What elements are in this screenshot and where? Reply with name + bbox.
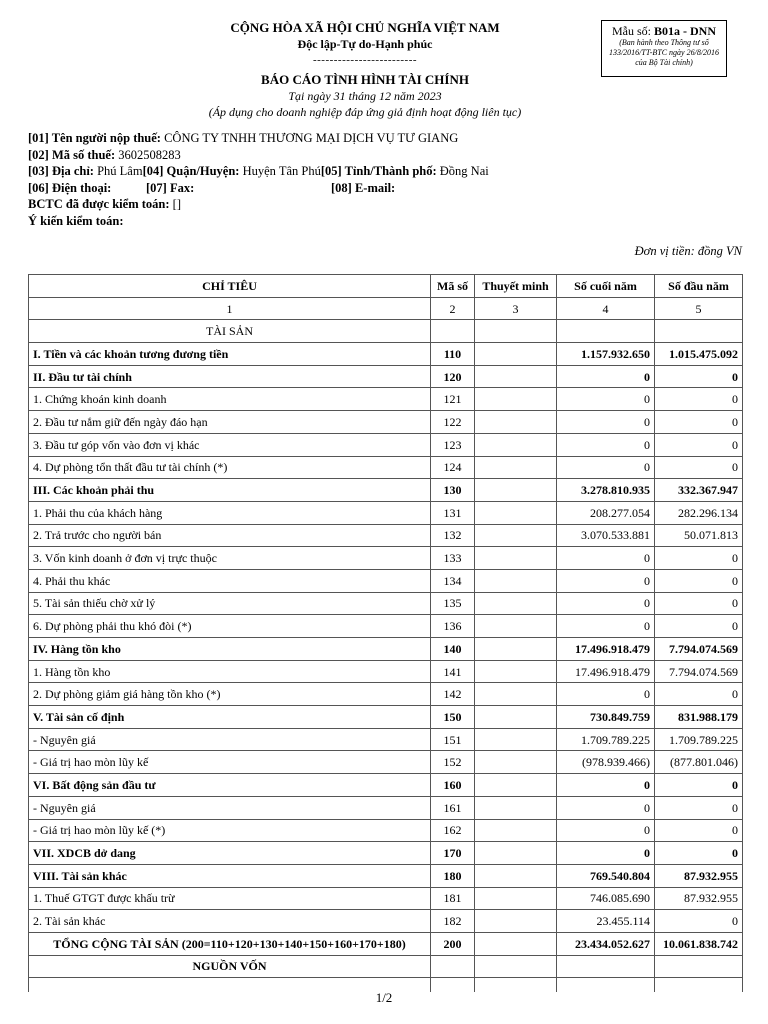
address-row (28, 163, 728, 180)
audited-value: [] (172, 197, 181, 211)
row-code: 182 (431, 910, 475, 933)
column-number: 3 (475, 297, 557, 320)
row-note (475, 864, 557, 887)
table-row (29, 932, 743, 955)
row-end-of-year: (978.939.466) (557, 751, 655, 774)
table-row (29, 774, 743, 797)
table-row (29, 955, 743, 978)
table-row (29, 615, 743, 638)
row-code: 134 (431, 569, 475, 592)
row-label: 6. Dự phòng phải thu khó đòi (*) (29, 615, 431, 638)
row-code: 152 (431, 751, 475, 774)
contact-row (28, 180, 728, 197)
table-row (29, 910, 743, 933)
row-code: 150 (431, 706, 475, 729)
row-code: 110 (431, 343, 475, 366)
table-header-row (29, 275, 743, 298)
row-beginning-of-year: 0 (655, 819, 743, 842)
row-label: TỔNG CỘNG TÀI SẢN (200=110+120+130+140+150+160+170+180) (29, 932, 431, 955)
row-label: 1. Phải thu của khách hàng (29, 501, 431, 524)
row-code: 131 (431, 501, 475, 524)
row-note (475, 547, 557, 570)
taxpayer-info (28, 130, 728, 229)
row-beginning-of-year: 0 (655, 592, 743, 615)
table-row (29, 433, 743, 456)
row-note (475, 411, 557, 434)
row-note (475, 320, 557, 343)
row-label: 3. Vốn kinh doanh ở đơn vị trực thuộc (29, 547, 431, 570)
email-label: [08] E-mail: (331, 180, 396, 195)
row-end-of-year: 0 (557, 842, 655, 865)
row-note (475, 819, 557, 842)
row-note (475, 706, 557, 729)
table-row (29, 660, 743, 683)
row-end-of-year: 0 (557, 569, 655, 592)
row-beginning-of-year: 0 (655, 615, 743, 638)
row-end-of-year: 3.070.533.881 (557, 524, 655, 547)
row-label: 1. Hàng tồn kho (29, 660, 431, 683)
column-number: 4 (557, 297, 655, 320)
row-code: 123 (431, 433, 475, 456)
row-note (475, 751, 557, 774)
table-row (29, 819, 743, 842)
row-code: 170 (431, 842, 475, 865)
row-label: II. Đầu tư tài chính (29, 365, 431, 388)
form-code-note: (Ban hành theo Thông tư số 133/2016/TT-BTC ngày 26/8/2016 của Bộ Tài chính) (608, 38, 720, 67)
row-end-of-year: 746.085.690 (557, 887, 655, 910)
table-row (29, 751, 743, 774)
row-note (475, 388, 557, 411)
row-beginning-of-year: 0 (655, 388, 743, 411)
row-code: 141 (431, 660, 475, 683)
audited-label: BCTC đã được kiểm toán: (28, 197, 170, 211)
row-beginning-of-year: (877.801.046) (655, 751, 743, 774)
province-value: Đồng Nai (439, 164, 489, 178)
row-end-of-year: 208.277.054 (557, 501, 655, 524)
row-end-of-year: 0 (557, 796, 655, 819)
column-number-row (29, 297, 743, 320)
row-label: III. Các khoản phải thu (29, 479, 431, 502)
row-code: 200 (431, 932, 475, 955)
address-label: [03] Địa chỉ: (28, 164, 94, 178)
row-note (475, 569, 557, 592)
report-date: Tại ngày 31 tháng 12 năm 2023 (288, 89, 442, 103)
row-label: - Giá trị hao mòn lũy kế (29, 751, 431, 774)
table-row (29, 524, 743, 547)
tax-code-label: [02] Mã số thuế: (28, 147, 116, 162)
row-end-of-year: 0 (557, 411, 655, 434)
row-note (475, 774, 557, 797)
taxpayer-name-label: [01] Tên người nộp thuế: (28, 131, 161, 145)
row-label: 1. Thuế GTGT được khấu trừ (29, 887, 431, 910)
row-label: NGUỒN VỐN (29, 955, 431, 978)
row-end-of-year: 0 (557, 774, 655, 797)
table-row (29, 547, 743, 570)
fax-label: [07] Fax: (146, 180, 195, 195)
row-end-of-year: 0 (557, 819, 655, 842)
row-label: VIII. Tài sản khác (29, 864, 431, 887)
table-row (29, 365, 743, 388)
table-row (29, 842, 743, 865)
row-beginning-of-year (655, 320, 743, 343)
row-beginning-of-year: 0 (655, 683, 743, 706)
row-beginning-of-year: 7.794.074.569 (655, 660, 743, 683)
table-row (29, 569, 743, 592)
row-code: 140 (431, 638, 475, 661)
table-row (29, 728, 743, 751)
row-code: 160 (431, 774, 475, 797)
row-code: 122 (431, 411, 475, 434)
row-beginning-of-year: 0 (655, 365, 743, 388)
row-label: TÀI SẢN (29, 320, 431, 343)
tax-code: 3602508283 (118, 147, 181, 162)
row-note (475, 615, 557, 638)
row-end-of-year: 0 (557, 433, 655, 456)
column-number: 1 (29, 297, 431, 320)
row-beginning-of-year: 0 (655, 433, 743, 456)
row-end-of-year: 0 (557, 615, 655, 638)
row-beginning-of-year (655, 955, 743, 978)
row-end-of-year: 17.496.918.479 (557, 638, 655, 661)
row-beginning-of-year: 0 (655, 547, 743, 570)
row-beginning-of-year: 0 (655, 774, 743, 797)
row-beginning-of-year: 0 (655, 411, 743, 434)
tax-code-row (28, 147, 728, 164)
row-code: 133 (431, 547, 475, 570)
row-code: 180 (431, 864, 475, 887)
table-row (29, 479, 743, 502)
district-label: [04] Quận/Huyện: (142, 164, 240, 178)
row-beginning-of-year: 87.932.955 (655, 864, 743, 887)
row-end-of-year (557, 955, 655, 978)
form-code-box (601, 20, 727, 77)
row-note (475, 796, 557, 819)
row-note (475, 456, 557, 479)
row-end-of-year: 23.434.052.627 (557, 932, 655, 955)
table-row (29, 411, 743, 434)
table-row (29, 706, 743, 729)
row-code (431, 320, 475, 343)
row-label: 4. Phải thu khác (29, 569, 431, 592)
district-value: Huyện Tân Phú (242, 164, 321, 178)
column-number: 2 (431, 297, 475, 320)
row-beginning-of-year: 332.367.947 (655, 479, 743, 502)
header-code: Mã số (431, 275, 475, 298)
row-beginning-of-year: 7.794.074.569 (655, 638, 743, 661)
row-end-of-year: 769.540.804 (557, 864, 655, 887)
row-code: 162 (431, 819, 475, 842)
row-code: 124 (431, 456, 475, 479)
table-row (29, 638, 743, 661)
row-note (475, 592, 557, 615)
row-beginning-of-year: 50.071.813 (655, 524, 743, 547)
row-beginning-of-year: 0 (655, 842, 743, 865)
row-end-of-year: 23.455.114 (557, 910, 655, 933)
header-beginning-of-year: Số đầu năm (655, 275, 743, 298)
audit-opinion-row (28, 213, 728, 230)
row-note (475, 479, 557, 502)
table-row (29, 501, 743, 524)
row-code: 135 (431, 592, 475, 615)
row-end-of-year: 1.157.932.650 (557, 343, 655, 366)
row-note (475, 638, 557, 661)
table-row (29, 320, 743, 343)
row-end-of-year: 17.496.918.479 (557, 660, 655, 683)
table-row (29, 887, 743, 910)
row-label: I. Tiền và các khoản tương đương tiền (29, 343, 431, 366)
row-end-of-year: 0 (557, 592, 655, 615)
row-note (475, 343, 557, 366)
row-beginning-of-year: 0 (655, 796, 743, 819)
taxpayer-name: CÔNG TY TNHH THƯƠNG MẠI DỊCH VỤ TƯ GIANG (164, 131, 459, 145)
row-end-of-year: 1.709.789.225 (557, 728, 655, 751)
row-end-of-year: 0 (557, 365, 655, 388)
row-code: 142 (431, 683, 475, 706)
row-beginning-of-year: 10.061.838.742 (655, 932, 743, 955)
row-note (475, 932, 557, 955)
row-note (475, 501, 557, 524)
row-code: 120 (431, 365, 475, 388)
table-row (29, 683, 743, 706)
row-note (475, 955, 557, 978)
row-label: 5. Tài sản thiếu chờ xử lý (29, 592, 431, 615)
row-note (475, 842, 557, 865)
row-note (475, 887, 557, 910)
row-label: VII. XDCB dở dang (29, 842, 431, 865)
row-end-of-year: 3.278.810.935 (557, 479, 655, 502)
form-code-prefix: Mẫu số: (612, 24, 654, 38)
page-number: 1/2 (375, 990, 393, 1005)
national-title: CỘNG HÒA XÃ HỘI CHỦ NGHĨA VIỆT NAM (230, 20, 500, 35)
table-row (29, 343, 743, 366)
row-end-of-year: 0 (557, 388, 655, 411)
header-divider: ------------------------- (312, 54, 418, 66)
row-note (475, 365, 557, 388)
row-note (475, 524, 557, 547)
row-label: 4. Dự phòng tổn thất đầu tư tài chính (*) (29, 456, 431, 479)
row-end-of-year: 0 (557, 683, 655, 706)
table-row (29, 592, 743, 615)
row-code: 136 (431, 615, 475, 638)
row-label: - Nguyên giá (29, 796, 431, 819)
row-note (475, 910, 557, 933)
row-end-of-year: 730.849.759 (557, 706, 655, 729)
row-end-of-year: 0 (557, 456, 655, 479)
row-beginning-of-year: 1.709.789.225 (655, 728, 743, 751)
address-value: Phú Lâm (97, 164, 143, 178)
audit-opinion-label: Ý kiến kiểm toán: (28, 213, 124, 228)
table-row (29, 796, 743, 819)
document-header (130, 20, 600, 120)
row-beginning-of-year: 0 (655, 910, 743, 933)
report-title: BÁO CÁO TÌNH HÌNH TÀI CHÍNH (261, 72, 469, 87)
header-end-of-year: Số cuối năm (557, 275, 655, 298)
row-label: 2. Trả trước cho người bán (29, 524, 431, 547)
row-label: 2. Dự phòng giảm giá hàng tồn kho (*) (29, 683, 431, 706)
row-end-of-year: 0 (557, 547, 655, 570)
row-label: - Giá trị hao mòn lũy kế (*) (29, 819, 431, 842)
row-beginning-of-year: 831.988.179 (655, 706, 743, 729)
row-code: 132 (431, 524, 475, 547)
column-number: 5 (655, 297, 743, 320)
row-label: 2. Tài sản khác (29, 910, 431, 933)
phone-label: [06] Điện thoại: (28, 180, 112, 195)
row-label: VI. Bất động sản đầu tư (29, 774, 431, 797)
row-label: IV. Hàng tồn kho (29, 638, 431, 661)
row-label: 3. Đầu tư góp vốn vào đơn vị khác (29, 433, 431, 456)
table-row (29, 456, 743, 479)
row-code: 161 (431, 796, 475, 819)
row-end-of-year (557, 320, 655, 343)
row-label: V. Tài sản cố định (29, 706, 431, 729)
table-row (29, 388, 743, 411)
province-label: [05] Tỉnh/Thành phố: (320, 164, 437, 178)
table-row (29, 864, 743, 887)
row-code: 121 (431, 388, 475, 411)
row-beginning-of-year: 282.296.134 (655, 501, 743, 524)
row-beginning-of-year: 87.932.955 (655, 887, 743, 910)
currency-unit: Đơn vị tiền: đồng VN (634, 244, 742, 258)
row-code: 151 (431, 728, 475, 751)
row-note (475, 433, 557, 456)
taxpayer-name-row (28, 130, 728, 147)
row-code (431, 955, 475, 978)
row-label: 1. Chứng khoán kinh doanh (29, 388, 431, 411)
header-indicator: CHỈ TIÊU (29, 275, 431, 298)
row-code: 130 (431, 479, 475, 502)
financial-position-table (28, 274, 743, 992)
header-note: Thuyết minh (475, 275, 557, 298)
audited-row (28, 196, 728, 213)
report-applicability-note: (Áp dụng cho doanh nghiệp đáp ứng giả định hoạt động liên tục) (208, 105, 522, 119)
row-code: 181 (431, 887, 475, 910)
national-motto: Độc lập-Tự do-Hạnh phúc (297, 37, 433, 51)
row-label: 2. Đầu tư nắm giữ đến ngày đáo hạn (29, 411, 431, 434)
row-beginning-of-year: 0 (655, 456, 743, 479)
row-beginning-of-year: 0 (655, 569, 743, 592)
row-note (475, 683, 557, 706)
row-label: - Nguyên giá (29, 728, 431, 751)
row-beginning-of-year: 1.015.475.092 (655, 343, 743, 366)
row-note (475, 660, 557, 683)
form-code-value: B01a - DNN (654, 24, 716, 38)
form-code (602, 24, 726, 38)
row-note (475, 728, 557, 751)
